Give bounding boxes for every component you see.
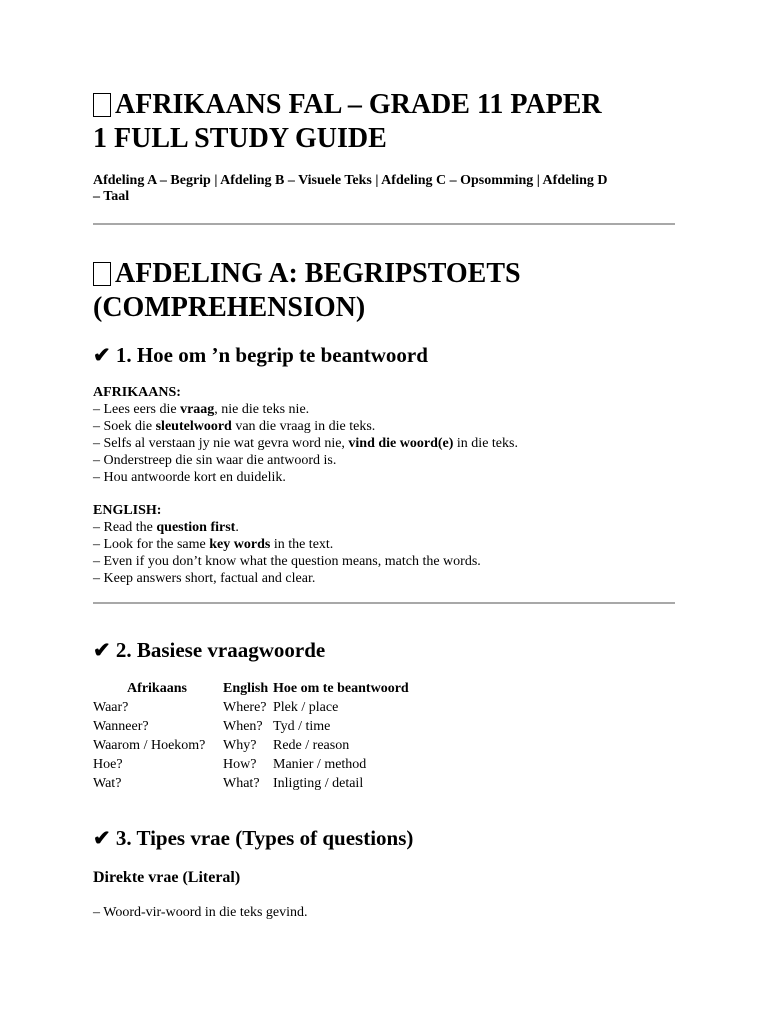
step2-heading-text: ✔ 2. Basiese vraagwoorde — [93, 638, 326, 662]
table-header: Afrikaans — [127, 680, 187, 696]
missing-glyph-icon — [93, 93, 111, 117]
page-title-line2: 1 FULL STUDY GUIDE — [93, 123, 387, 154]
afrikaans-label: AFRIKAANS: — [93, 385, 181, 400]
list-item-text: – Soek die — [93, 419, 156, 434]
list-item-text: in the text. — [270, 537, 334, 552]
list-item-emphasis: vraag — [180, 402, 215, 417]
literal-subheading-text: Direkte vrae (Literal) — [93, 869, 241, 886]
table-cell: Waar? — [93, 699, 129, 715]
table-cell: How? — [223, 756, 257, 772]
step2-heading — [93, 638, 678, 662]
table-cell: Manier / method — [273, 756, 367, 772]
table-row — [93, 736, 411, 755]
question-words-table — [93, 679, 411, 793]
literal-description — [93, 904, 678, 922]
table-cell: Tyd / time — [273, 718, 331, 734]
step3-heading-text: ✔ 3. Tipes vrae (Types of questions) — [93, 826, 414, 850]
page-title-line1: AFRIKAANS FAL – GRADE 11 PAPER — [115, 89, 602, 120]
list-item — [93, 519, 678, 536]
table-cell: Where? — [223, 699, 267, 715]
afrikaans-instructions — [93, 384, 678, 486]
missing-glyph-icon — [93, 262, 111, 286]
table-header-row — [93, 679, 411, 698]
afdeling-a-line1: AFDELING A: BEGRIPSTOETS — [115, 258, 521, 289]
english-instructions — [93, 502, 678, 587]
table-row — [93, 717, 411, 736]
divider — [93, 223, 675, 225]
table-cell: When? — [223, 718, 263, 734]
list-item-text: – Read the — [93, 520, 157, 535]
list-item — [93, 401, 678, 418]
list-item-text: – Lees eers die — [93, 402, 181, 417]
list-item-text: . — [235, 520, 239, 535]
english-label: ENGLISH: — [93, 503, 162, 518]
list-item-emphasis: sleutelwoord — [155, 419, 232, 434]
table-cell: Plek / place — [273, 699, 339, 715]
step3-heading — [93, 826, 678, 850]
table-cell: Rede / reason — [273, 737, 350, 753]
list-item — [93, 452, 678, 469]
list-item-text: , nie die teks nie. — [214, 402, 310, 417]
sections-summary-line2: – Taal — [93, 189, 130, 204]
divider — [93, 602, 675, 604]
list-item — [93, 435, 678, 452]
step1-heading-text: ✔ 1. Hoe om ’n begrip te beantwoord — [93, 343, 428, 367]
list-item-text: – Keep answers short, factual and clear. — [93, 571, 316, 586]
list-item-emphasis: vind die woord(e) — [348, 436, 454, 451]
list-item-text: van die vraag in die teks. — [231, 419, 376, 434]
table-row — [93, 698, 411, 717]
list-item-text: – Even if you don’t know what the question means, match the words. — [93, 554, 481, 569]
table-cell: Why? — [223, 737, 257, 753]
table-cell: Inligting / detail — [273, 775, 364, 791]
list-item — [93, 536, 678, 553]
table-cell: Waarom / Hoekom? — [93, 737, 206, 753]
page-title — [93, 88, 678, 156]
table-cell: Wanneer? — [93, 718, 149, 734]
table-cell: Wat? — [93, 775, 122, 791]
list-item-emphasis: question first — [156, 520, 236, 535]
sections-summary — [93, 173, 683, 205]
step1-heading — [93, 343, 678, 367]
table-row — [93, 755, 411, 774]
list-item-text: – Selfs al verstaan jy nie wat gevra word nie, — [93, 436, 349, 451]
literal-description-text: – Woord-vir-woord in die teks gevind. — [93, 905, 308, 920]
list-item-text: – Onderstreep die sin waar die antwoord is. — [93, 453, 337, 468]
list-item-text: in die teks. — [453, 436, 518, 451]
afdeling-a-line2: (COMPREHENSION) — [93, 292, 366, 323]
list-item — [93, 418, 678, 435]
table-header: Hoe om te beantwoord — [273, 680, 409, 696]
list-item-emphasis: key words — [209, 537, 271, 552]
table-row — [93, 774, 411, 793]
table-header: English — [223, 680, 269, 696]
table-cell: What? — [223, 775, 260, 791]
list-item — [93, 553, 678, 570]
list-item — [93, 469, 678, 486]
table-cell: Hoe? — [93, 756, 123, 772]
list-item-text: – Look for the same — [93, 537, 210, 552]
list-item — [93, 570, 678, 587]
sections-summary-line1: Afdeling A – Begrip | Afdeling B – Visuele Teks | Afdeling C – Opsomming | Afdeling D — [93, 173, 608, 188]
list-item-text: – Hou antwoorde kort en duidelik. — [93, 470, 286, 485]
literal-subheading — [93, 868, 678, 888]
afdeling-a-heading — [93, 257, 678, 325]
